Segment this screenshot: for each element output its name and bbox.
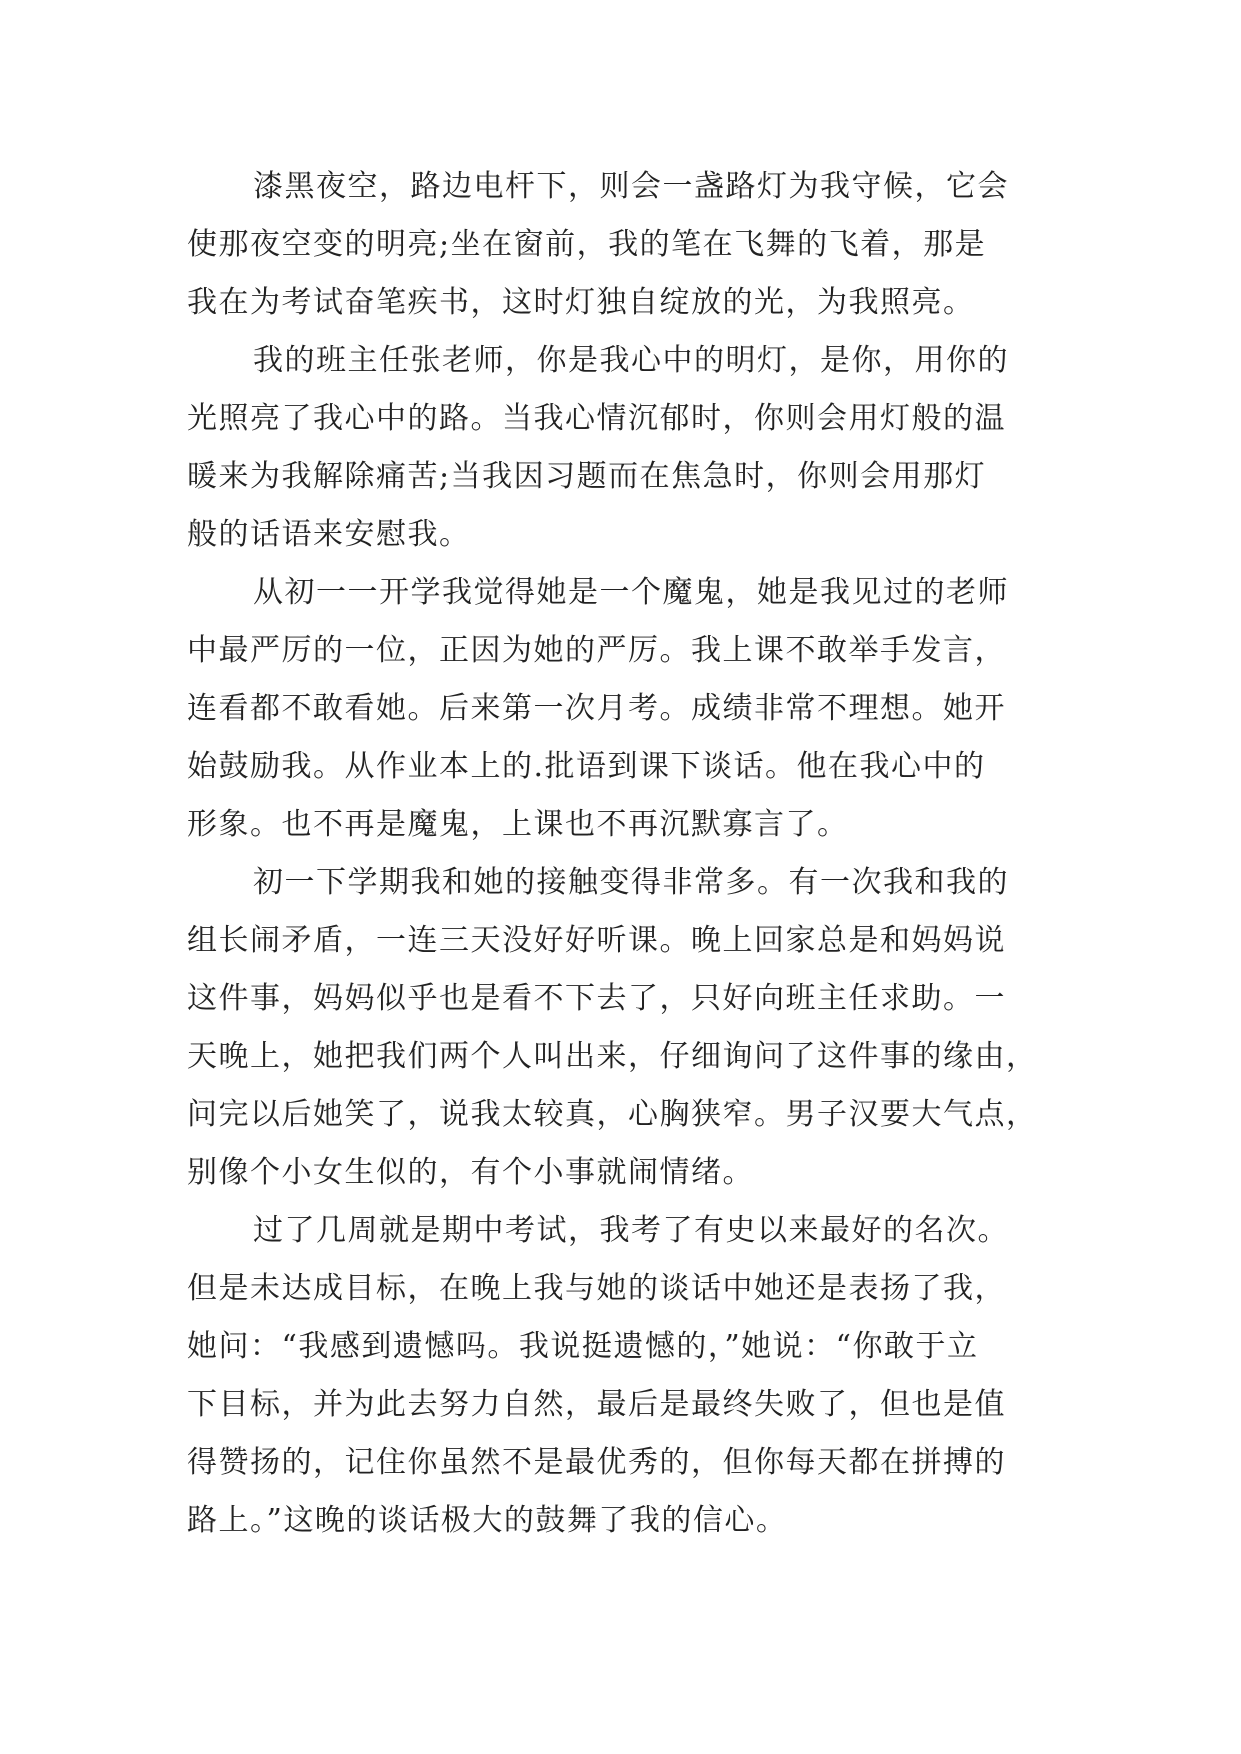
text-line: 下目标，并为此去努力自然，最后是最终失败了，但也是值 xyxy=(187,1387,1006,1422)
text-line: 得赞扬的，记住你虽然不是最优秀的，但你每天都在拼搏的 xyxy=(187,1445,1006,1480)
text-line: 这件事，妈妈似乎也是看不下去了，只好向班主任求助。一 xyxy=(187,981,1006,1016)
text-line: 从初一一开学我觉得她是一个魔鬼，她是我见过的老师 xyxy=(253,575,1009,610)
text-line: 光照亮了我心中的路。当我心情沉郁时，你则会用灯般的温 xyxy=(187,401,1006,436)
paragraph xyxy=(187,332,1067,564)
text-line: 般的话语来安慰我。 xyxy=(187,517,471,552)
text-line: 但是未达成目标，在晚上我与她的谈话中她还是表扬了我， xyxy=(187,1271,1006,1306)
text-line: 始鼓励我。从作业本上的.批语到课下谈话。他在我心中的 xyxy=(187,749,986,784)
text-line: 过了几周就是期中考试，我考了有史以来最好的名次。 xyxy=(253,1213,1009,1248)
paragraph xyxy=(187,158,1067,332)
text-line: 使那夜空变的明亮;坐在窗前，我的笔在飞舞的飞着，那是 xyxy=(187,227,987,262)
text-line: 我在为考试奋笔疾书，这时灯独自绽放的光，为我照亮。 xyxy=(187,285,975,320)
text-line: 暖来为我解除痛苦;当我因习题而在焦急时，你则会用那灯 xyxy=(187,459,987,494)
text-line: 漆黑夜空，路边电杆下，则会一盏路灯为我守候，它会 xyxy=(253,169,1009,204)
text-line: 天晚上，她把我们两个人叫出来，仔细询问了这件事的缘由， xyxy=(187,1039,1038,1074)
text-line: 她问：“我感到遗憾吗。我说挺遗憾的，”她说：“你敢于立 xyxy=(187,1329,979,1364)
paragraph xyxy=(187,1202,1067,1550)
text-line: 中最严厉的一位，正因为她的严厉。我上课不敢举手发言， xyxy=(187,633,1006,668)
text-line: 问完以后她笑了，说我太较真，心胸狭窄。男子汉要大气点， xyxy=(187,1097,1038,1132)
paragraph xyxy=(187,564,1067,854)
paragraph xyxy=(187,854,1067,1202)
text-line: 我的班主任张老师，你是我心中的明灯，是你，用你的 xyxy=(253,343,1009,378)
text-line: 连看都不敢看她。后来第一次月考。成绩非常不理想。她开 xyxy=(187,691,1006,726)
text-line: 初一下学期我和她的接触变得非常多。有一次我和我的 xyxy=(253,865,1009,900)
text-line: 路上。”这晚的谈话极大的鼓舞了我的信心。 xyxy=(187,1503,788,1538)
document-body xyxy=(187,158,1067,1550)
text-line: 别像个小女生似的，有个小事就闹情绪。 xyxy=(187,1155,754,1190)
text-line: 组长闹矛盾，一连三天没好好听课。晚上回家总是和妈妈说 xyxy=(187,923,1006,958)
text-line: 形象。也不再是魔鬼，上课也不再沉默寡言了。 xyxy=(187,807,849,842)
